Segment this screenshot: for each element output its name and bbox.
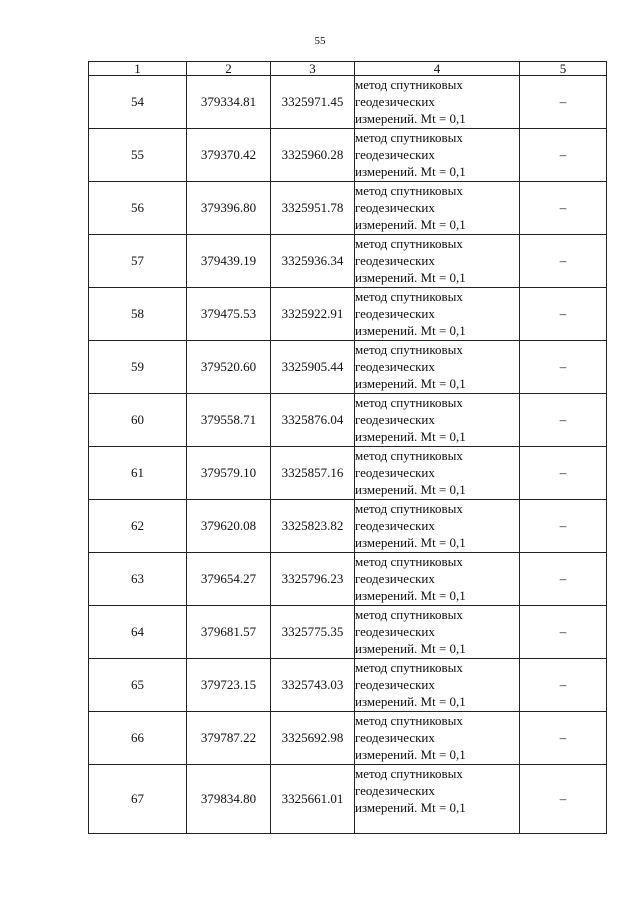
x-coordinate-cell: 379579.10 <box>187 447 271 500</box>
point-number-cell: 56 <box>89 182 187 235</box>
table-row <box>89 553 607 606</box>
method-line: метод спутниковых <box>355 766 463 781</box>
y-coordinate-cell: 3325775.35 <box>271 606 355 659</box>
column-5-cell: – <box>520 76 607 129</box>
table-row <box>89 712 607 765</box>
table-row <box>89 76 607 129</box>
y-coordinate-cell: 3325905.44 <box>271 341 355 394</box>
y-coordinate-cell: 3325796.23 <box>271 553 355 606</box>
x-coordinate-cell: 379834.80 <box>187 765 271 834</box>
method-line: геодезических <box>355 359 435 374</box>
y-coordinate-cell: 3325857.16 <box>271 447 355 500</box>
method-cell <box>355 765 520 834</box>
point-number-cell: 58 <box>89 288 187 341</box>
method-line: измерений. Mt = 0,1 <box>355 747 466 762</box>
method-line: метод спутниковых <box>355 77 463 92</box>
x-coordinate-cell: 379787.22 <box>187 712 271 765</box>
method-line: измерений. Mt = 0,1 <box>355 800 466 815</box>
column-header-4: 4 <box>355 62 520 76</box>
method-line: метод спутниковых <box>355 130 463 145</box>
method-line: геодезических <box>355 677 435 692</box>
method-line: измерений. Mt = 0,1 <box>355 270 466 285</box>
column-5-cell: – <box>520 606 607 659</box>
column-header-1: 1 <box>89 62 187 76</box>
table-row <box>89 765 607 834</box>
column-header-5: 5 <box>520 62 607 76</box>
method-line: измерений. Mt = 0,1 <box>355 641 466 656</box>
point-number-cell: 60 <box>89 394 187 447</box>
table-row <box>89 659 607 712</box>
method-cell <box>355 288 520 341</box>
point-number-cell: 54 <box>89 76 187 129</box>
point-number-cell: 59 <box>89 341 187 394</box>
y-coordinate-cell: 3325960.28 <box>271 129 355 182</box>
column-5-cell: – <box>520 659 607 712</box>
method-cell <box>355 447 520 500</box>
method-line: метод спутниковых <box>355 289 463 304</box>
method-line: метод спутниковых <box>355 183 463 198</box>
y-coordinate-cell: 3325661.01 <box>271 765 355 834</box>
column-5-cell: – <box>520 235 607 288</box>
y-coordinate-cell: 3325743.03 <box>271 659 355 712</box>
table-row <box>89 182 607 235</box>
y-coordinate-cell: 3325823.82 <box>271 500 355 553</box>
table-header <box>89 62 607 76</box>
x-coordinate-cell: 379654.27 <box>187 553 271 606</box>
x-coordinate-cell: 379520.60 <box>187 341 271 394</box>
method-line: геодезических <box>355 200 435 215</box>
column-5-cell: – <box>520 712 607 765</box>
x-coordinate-cell: 379439.19 <box>187 235 271 288</box>
method-line: метод спутниковых <box>355 713 463 728</box>
method-cell <box>355 394 520 447</box>
point-number-cell: 55 <box>89 129 187 182</box>
method-cell <box>355 553 520 606</box>
method-line: измерений. Mt = 0,1 <box>355 111 466 126</box>
method-cell <box>355 341 520 394</box>
page-number: 55 <box>314 35 326 47</box>
table-row <box>89 447 607 500</box>
column-5-cell: – <box>520 553 607 606</box>
table-body <box>89 76 607 834</box>
method-line: метод спутниковых <box>355 660 463 675</box>
method-cell <box>355 235 520 288</box>
method-line: геодезических <box>355 253 435 268</box>
column-5-cell: – <box>520 394 607 447</box>
method-cell <box>355 76 520 129</box>
method-line: геодезических <box>355 306 435 321</box>
method-line: метод спутниковых <box>355 236 463 251</box>
x-coordinate-cell: 379370.42 <box>187 129 271 182</box>
column-5-cell: – <box>520 447 607 500</box>
method-line: измерений. Mt = 0,1 <box>355 323 466 338</box>
table-row <box>89 341 607 394</box>
point-number-cell: 57 <box>89 235 187 288</box>
x-coordinate-cell: 379396.80 <box>187 182 271 235</box>
method-line: измерений. Mt = 0,1 <box>355 429 466 444</box>
column-header-2: 2 <box>187 62 271 76</box>
method-line: измерений. Mt = 0,1 <box>355 588 466 603</box>
method-line: геодезических <box>355 783 435 798</box>
method-line: измерений. Mt = 0,1 <box>355 217 466 232</box>
method-line: метод спутниковых <box>355 501 463 516</box>
method-line: измерений. Mt = 0,1 <box>355 694 466 709</box>
method-cell <box>355 712 520 765</box>
column-5-cell: – <box>520 129 607 182</box>
method-line: метод спутниковых <box>355 554 463 569</box>
method-line: метод спутниковых <box>355 342 463 357</box>
method-line: геодезических <box>355 518 435 533</box>
method-line: геодезических <box>355 147 435 162</box>
column-5-cell: – <box>520 182 607 235</box>
point-number-cell: 67 <box>89 765 187 834</box>
table-row <box>89 288 607 341</box>
method-line: геодезических <box>355 412 435 427</box>
point-number-cell: 63 <box>89 553 187 606</box>
method-line: геодезических <box>355 94 435 109</box>
point-number-cell: 66 <box>89 712 187 765</box>
method-line: геодезических <box>355 624 435 639</box>
y-coordinate-cell: 3325951.78 <box>271 182 355 235</box>
x-coordinate-cell: 379558.71 <box>187 394 271 447</box>
column-5-cell: – <box>520 288 607 341</box>
method-cell <box>355 500 520 553</box>
method-line: метод спутниковых <box>355 448 463 463</box>
y-coordinate-cell: 3325876.04 <box>271 394 355 447</box>
table-row <box>89 235 607 288</box>
point-number-cell: 61 <box>89 447 187 500</box>
x-coordinate-cell: 379475.53 <box>187 288 271 341</box>
method-cell <box>355 129 520 182</box>
point-number-cell: 64 <box>89 606 187 659</box>
point-number-cell: 62 <box>89 500 187 553</box>
method-cell <box>355 606 520 659</box>
y-coordinate-cell: 3325692.98 <box>271 712 355 765</box>
method-line: измерений. Mt = 0,1 <box>355 376 466 391</box>
column-5-cell: – <box>520 500 607 553</box>
table-row <box>89 606 607 659</box>
method-line: измерений. Mt = 0,1 <box>355 482 466 497</box>
x-coordinate-cell: 379620.08 <box>187 500 271 553</box>
x-coordinate-cell: 379681.57 <box>187 606 271 659</box>
coordinates-table <box>88 61 607 834</box>
column-5-cell: – <box>520 341 607 394</box>
method-line: геодезических <box>355 465 435 480</box>
method-line: геодезических <box>355 730 435 745</box>
header-row <box>89 62 607 76</box>
method-line: метод спутниковых <box>355 607 463 622</box>
method-line: измерений. Mt = 0,1 <box>355 535 466 550</box>
method-line: геодезических <box>355 571 435 586</box>
method-line: измерений. Mt = 0,1 <box>355 164 466 179</box>
method-cell <box>355 182 520 235</box>
method-line: метод спутниковых <box>355 395 463 410</box>
table-row <box>89 394 607 447</box>
column-header-3: 3 <box>271 62 355 76</box>
y-coordinate-cell: 3325971.45 <box>271 76 355 129</box>
method-cell <box>355 659 520 712</box>
x-coordinate-cell: 379723.15 <box>187 659 271 712</box>
point-number-cell: 65 <box>89 659 187 712</box>
table-row <box>89 129 607 182</box>
y-coordinate-cell: 3325922.91 <box>271 288 355 341</box>
y-coordinate-cell: 3325936.34 <box>271 235 355 288</box>
table-row <box>89 500 607 553</box>
x-coordinate-cell: 379334.81 <box>187 76 271 129</box>
column-5-cell: – <box>520 765 607 834</box>
